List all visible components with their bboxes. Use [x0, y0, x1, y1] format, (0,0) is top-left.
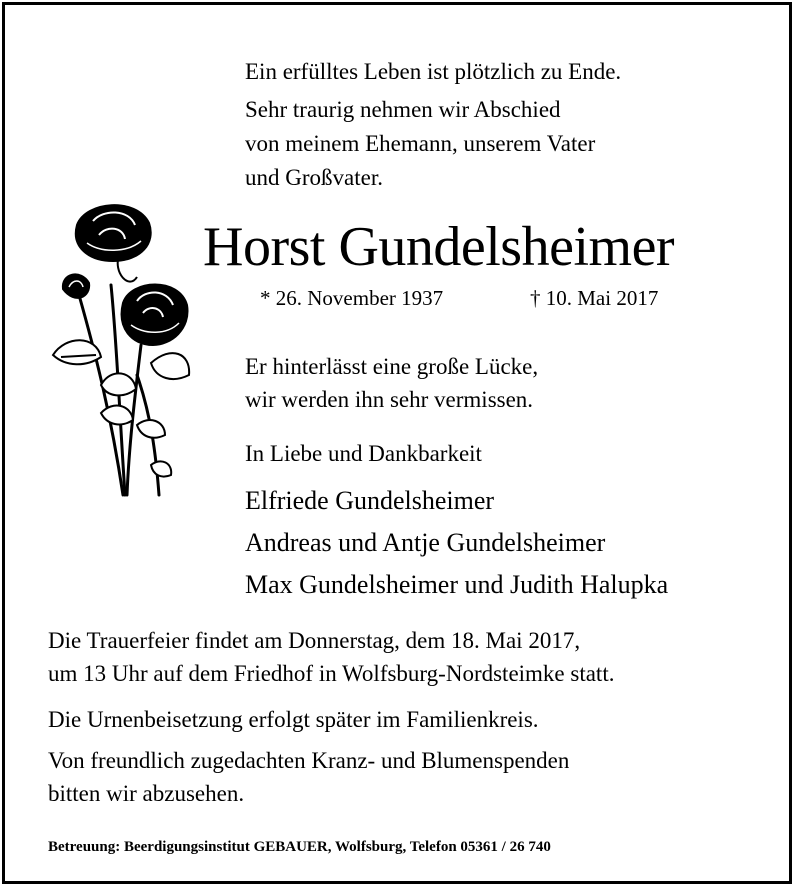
- family-member: Andreas und Antje Gundelsheimer: [245, 528, 606, 557]
- message-line-1: Er hinterlässt eine große Lücke,: [245, 354, 539, 379]
- intro-line-1: Ein erfülltes Leben ist plötzlich zu Ende.: [245, 59, 622, 84]
- family-member: Elfriede Gundelsheimer: [245, 486, 495, 515]
- funeral-info-line-2: um 13 Uhr auf dem Friedhof in Wolfsburg-Nordsteimke statt.: [48, 661, 615, 686]
- flower-request-line-1: Von freundlich zugedachten Kranz- und Blumenspenden: [48, 748, 570, 773]
- funeral-home-credit: Betreuung: Beerdigungsinstitut GEBAUER, Wolfsburg, Telefon 05361 / 26 740: [48, 839, 551, 855]
- family-member: Max Gundelsheimer und Judith Halupka: [245, 570, 669, 599]
- closing-phrase: In Liebe und Dankbarkeit: [245, 441, 482, 466]
- intro-line-4: und Großvater.: [245, 165, 383, 190]
- message-line-2: wir werden ihn sehr vermissen.: [245, 387, 534, 412]
- urn-burial-info: Die Urnenbeisetzung erfolgt später im Familienkreis.: [48, 707, 539, 732]
- flower-request-line-2: bitten wir abzusehen.: [48, 781, 245, 806]
- rose-illustration-icon: [41, 195, 191, 505]
- funeral-info-line-1: Die Trauerfeier findet am Donnerstag, dem 18. Mai 2017,: [48, 628, 581, 653]
- deceased-name: Horst Gundelsheimer: [203, 216, 675, 278]
- intro-line-2: Sehr traurig nehmen wir Abschied: [245, 97, 561, 122]
- death-date: † 10. Mai 2017: [530, 286, 659, 310]
- obituary-notice: [2, 2, 792, 884]
- birth-date: * 26. November 1937: [260, 286, 444, 310]
- intro-line-3: von meinem Ehemann, unserem Vater: [245, 131, 596, 156]
